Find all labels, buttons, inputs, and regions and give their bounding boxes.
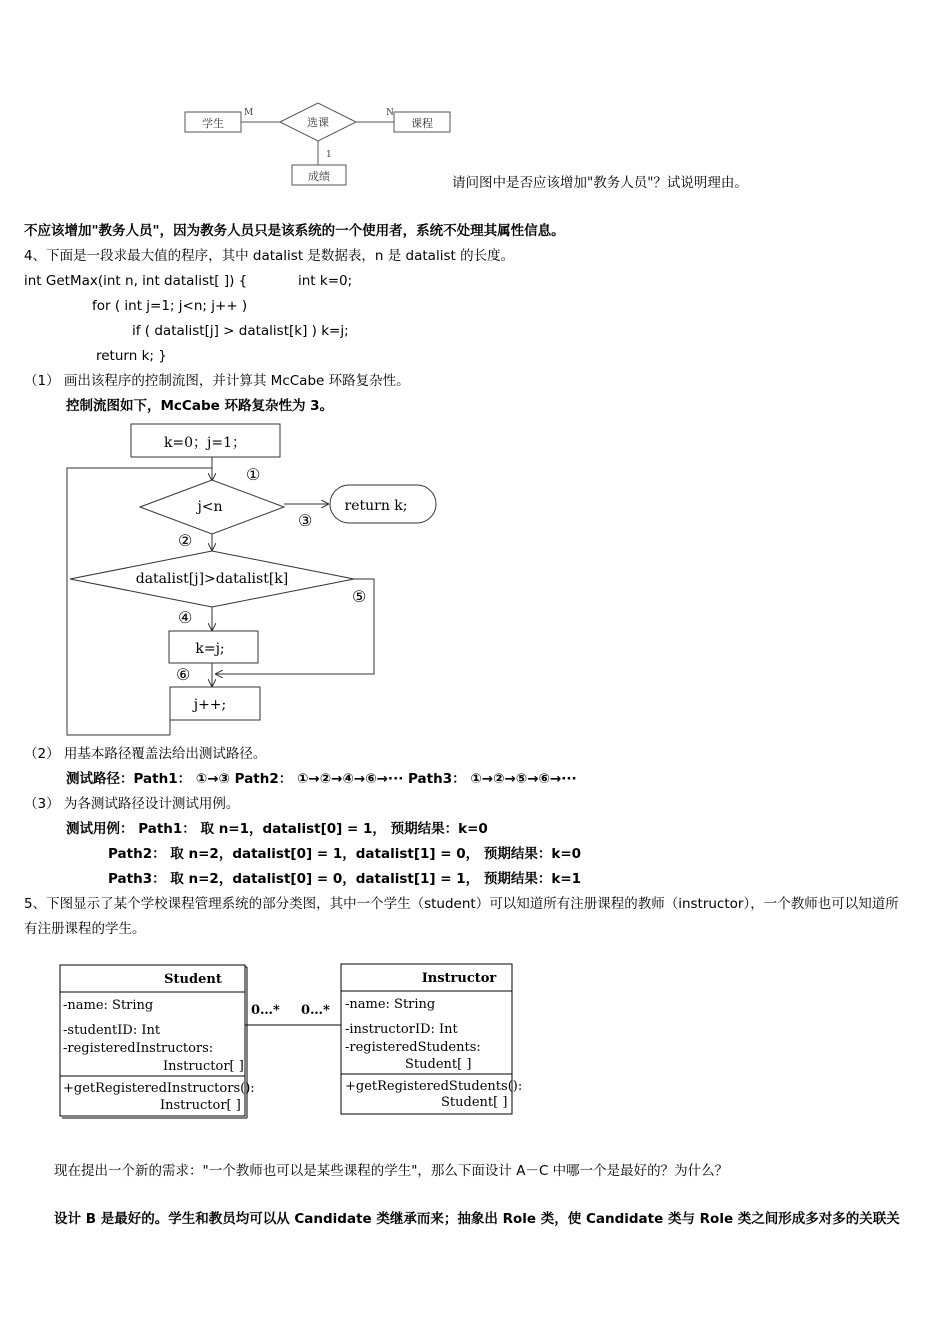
node-cond1-label: j<n <box>197 499 223 515</box>
entity-student <box>185 112 241 132</box>
node-incr-label: j++; <box>193 697 227 713</box>
student-attr-registered-type: Instructor[ ] <box>163 1059 244 1074</box>
edge-label-3: ③ <box>298 511 313 530</box>
edge-label-2: ② <box>178 531 193 550</box>
node-cond2-label: datalist[j]>datalist[k] <box>135 571 289 587</box>
q4-intro: 4、下面是一段求最大值的程序，其中 datalist 是数据表，n 是 datalist 的长度。 <box>24 248 515 264</box>
mult-left: 0…* <box>251 1003 280 1018</box>
edge-label-1: ① <box>246 465 261 484</box>
attribute-grade-label: 成绩 <box>308 170 330 183</box>
class-student <box>60 965 255 1118</box>
card-1: 1 <box>326 150 332 160</box>
instructor-attr-registered: -registeredStudents: <box>345 1040 481 1055</box>
class-student-name: Student <box>164 972 222 987</box>
node-return-label: return k; <box>344 498 408 514</box>
q4-case3: Path3： 取 n=2，datalist[0] = 0，datalist[1] = 1， 预期结果：k=1 <box>108 871 582 887</box>
er-question: 请问图中是否应该增加"教务人员"？试说明理由。 <box>452 175 748 191</box>
student-attr-id: -studentID: Int <box>63 1023 161 1038</box>
class-instructor <box>341 964 522 1114</box>
relation-select-label: 选课 <box>307 116 329 129</box>
q5-intro-2: 有注册课程的学生。 <box>24 921 146 937</box>
student-attr-registered: -registeredInstructors: <box>63 1041 214 1056</box>
control-flow-graph <box>60 418 450 740</box>
entity-course <box>394 112 450 132</box>
q4-sub1: （1） 画出该程序的控制流图，并计算其 McCabe 环路复杂性。 <box>24 373 410 389</box>
q4-case1: 测试用例： Path1： 取 n=1，datalist[0] = 1， 预期结果：k=0 <box>66 821 488 837</box>
student-op-get-type: Instructor[ ] <box>160 1098 241 1113</box>
q4-sub3: （3） 为各测试路径设计测试用例。 <box>24 796 240 812</box>
instructor-attr-registered-type: Student[ ] <box>405 1057 472 1072</box>
code-line-1a: int GetMax(int n, int datalist[ ]) { <box>24 273 248 289</box>
entity-student-label: 学生 <box>202 117 224 130</box>
q4-sub2: （2） 用基本路径覆盖法给出测试路径。 <box>24 746 267 762</box>
entity-course-label: 课程 <box>411 117 433 130</box>
student-attr-name: -name: String <box>63 998 154 1013</box>
edge-label-5: ⑤ <box>352 587 367 606</box>
instructor-op-get: +getRegisteredStudents(): <box>345 1079 523 1094</box>
student-op-get: +getRegisteredInstructors(): <box>63 1081 255 1096</box>
q4-ans2: 测试路径：Path1： ①→③ Path2： ①→②→④→⑥→··· Path3： ①→②→⑤→⑥→··· <box>66 771 577 787</box>
card-n: N <box>386 108 394 118</box>
node-init-label: k=0；j=1； <box>163 435 247 451</box>
class-instructor-name: Instructor <box>421 971 497 986</box>
answer-staff: 不应该增加"教务人员"，因为教务人员只是该系统的一个使用者，系统不处理其属性信息。 <box>24 223 565 239</box>
er-diagram <box>180 95 460 195</box>
code-line-2: for ( int j=1; j<n; j++ ) <box>92 298 248 314</box>
q5-answer: 设计 B 是最好的。学生和教员均可以从 Candidate 类继承而来；抽象出 Role 类，使 Candidate 类与 Role 类之间形成多对多的关联关 <box>54 1211 900 1227</box>
instructor-op-get-type: Student[ ] <box>441 1095 508 1110</box>
q4-ans1: 控制流图如下，McCabe 环路复杂性为 3。 <box>66 398 334 414</box>
edge-label-4: ④ <box>178 608 193 627</box>
code-line-4: return k; } <box>96 348 167 364</box>
mult-right: 0…* <box>301 1003 330 1018</box>
instructor-attr-name: -name: String <box>345 997 436 1012</box>
q4-case2: Path2： 取 n=2，datalist[0] = 1，datalist[1] = 0， 预期结果：k=0 <box>108 846 582 862</box>
code-line-1b: int k=0; <box>298 273 353 289</box>
q5-intro-1: 5、下图显示了某个学校课程管理系统的部分类图，其中一个学生（student）可以知道所有注册课程的教师（instructor），一个教师也可以知道所 <box>24 896 899 912</box>
uml-class-diagram <box>55 958 525 1123</box>
instructor-attr-id: -instructorID: Int <box>345 1022 458 1037</box>
card-m: M <box>244 108 254 118</box>
attribute-grade <box>292 165 346 185</box>
relation-select <box>280 103 356 141</box>
edge-label-6: ⑥ <box>176 665 191 684</box>
node-assign-label: k=j; <box>195 641 225 657</box>
code-line-3: if ( datalist[j] > datalist[k] ) k=j; <box>132 323 349 339</box>
q5-requirement: 现在提出一个新的需求："一个教师也可以是某些课程的学生"，那么下面设计 A－C 中哪一个是最好的？为什么？ <box>54 1163 729 1179</box>
